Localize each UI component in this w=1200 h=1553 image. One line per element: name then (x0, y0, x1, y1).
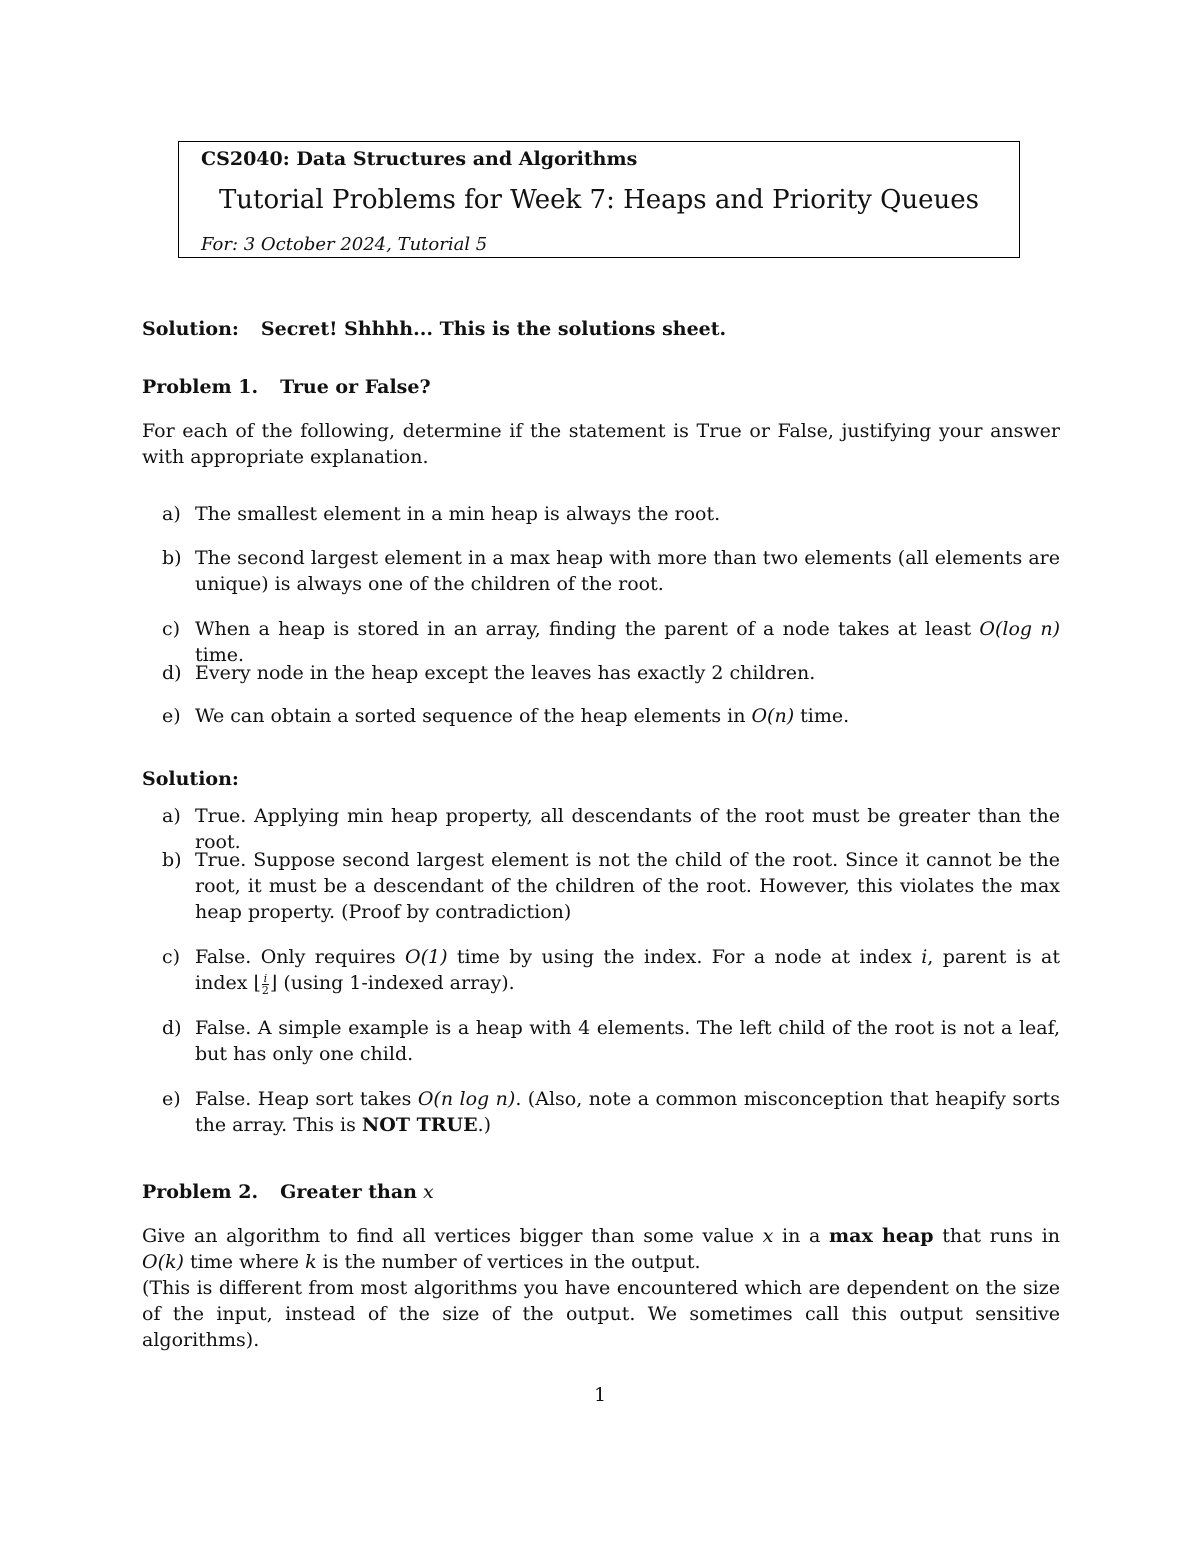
answer-c: c) False. Only requires O(1) time by using the index. For a node at index i, parent is at index ⌊ $\frac{i}{2}$ ⌋ (using 1-indexed array). (162, 946, 1060, 997)
fraction (262, 973, 269, 996)
emphasis-text: max heap (829, 1225, 934, 1247)
answer-text-end: (using 1-indexed array). (277, 972, 515, 994)
statement-label: b) (162, 547, 182, 569)
answer-text-end: .) (477, 1114, 492, 1136)
answer-text: False. A simple example is a heap with 4 elements. The left child of the root is not a leaf, but has only one child. (195, 1017, 1060, 1065)
problem1-heading (142, 374, 1060, 400)
math-variable: i (921, 946, 928, 968)
math-variable: k (305, 1251, 317, 1273)
math-variable: x (423, 1181, 434, 1203)
problem2-text: is the number of vertices in the output. (316, 1251, 701, 1273)
answer-e (162, 1086, 1060, 1138)
answer-label: b) (162, 849, 182, 871)
problem2-label: Problem 2. (142, 1181, 259, 1203)
fraction-numerator: i (263, 971, 268, 985)
answer-label: a) (162, 805, 181, 827)
problem1-prompt: For each of the following, determine if the statement is True or False, justifying your answer with appropriate explanation. (142, 420, 1060, 468)
answer-text: False. Heap sort takes (195, 1088, 418, 1110)
statement-text: When a heap is stored in an array, finding the parent of a node takes at least (195, 618, 980, 640)
statement-a (162, 501, 1060, 527)
math-expression: O(n log n) (417, 1088, 516, 1110)
answer-b (162, 847, 1060, 925)
statement-e (162, 703, 1060, 729)
statement-text: Every node in the heap except the leaves has exactly 2 children. (195, 662, 816, 684)
statement-b (162, 545, 1060, 597)
answer-text: True. Suppose second largest element is not the child of the root. Since it cannot be the root, it must be a descendant of the children of the root. However, this violates the max heap property. (Proof by contradiction) (195, 849, 1060, 923)
statement-text-end: time. (195, 644, 245, 666)
solution-label: Solution: (142, 768, 239, 790)
statement-text: The second largest element in a max heap with more than two elements (all elements are unique) is always one of the children of the root. (195, 547, 1060, 595)
intro-solution-label: Solution: (142, 318, 239, 340)
problem2-heading (142, 1179, 1060, 1205)
statement-d (162, 660, 1060, 686)
statement-label: e) (162, 705, 181, 727)
math-expression: O(1) (405, 946, 448, 968)
problem1-title: True or False? (280, 376, 431, 398)
math-expression: O(k) (142, 1251, 184, 1273)
math-expression: O(log n) (979, 618, 1061, 640)
problem2-text: Give an algorithm to find all vertices bigger than some value (142, 1225, 763, 1247)
problem1-label: Problem 1. (142, 376, 259, 398)
intro-solution-text: Secret! Shhhh... This is the solutions sheet. (260, 318, 727, 340)
answer-text: False. Only requires (195, 946, 406, 968)
intro-solution (142, 316, 1060, 342)
answer-text-mid2: , parent is at index (195, 946, 1060, 994)
problem2-text: time where (183, 1251, 306, 1273)
fraction-denominator: 2 (261, 983, 269, 997)
document-subtitle: For: 3 October 2024, Tutorial 5 (201, 234, 488, 255)
answer-label: c) (162, 946, 181, 968)
statement-text-end: time. (794, 705, 850, 727)
problem2-title: Greater than (280, 1181, 417, 1203)
statement-label: a) (162, 503, 181, 525)
problem2-text: that runs in (933, 1225, 1061, 1247)
math-variable: x (762, 1225, 774, 1247)
answer-text-mid: time by using the index. For a node at index (447, 946, 922, 968)
statement-text: We can obtain a sorted sequence of the heap elements in (195, 705, 752, 727)
answer-text-mid: . (Also, note a common misconception that heapify sorts the array. This is (195, 1088, 1061, 1136)
statement-label: d) (162, 662, 182, 684)
document-title: Tutorial Problems for Week 7: Heaps and Priority Queues (218, 185, 980, 215)
statement-label: c) (162, 618, 181, 640)
problem2-paragraph-1 (142, 1223, 1060, 1275)
problem2-paragraph-2: (This is different from most algorithms you have encountered which are dependent on the size of the input, instead of the size of the output. We sometimes call this output sensitive algorithms). (142, 1277, 1060, 1351)
header-box (178, 141, 1020, 258)
math-expression: O(n) (751, 705, 795, 727)
page-number: 1 (593, 1384, 607, 1406)
course-title: CS2040: Data Structures and Algorithms (201, 148, 638, 170)
problem1-solution-heading (142, 766, 1060, 792)
answer-d (162, 1015, 1060, 1067)
answer-text: True. Applying min heap property, all descendants of the root must be greater than the root. (195, 805, 1060, 853)
statement-text: The smallest element in a min heap is always the root. (195, 503, 721, 525)
emphasis-text: NOT TRUE (361, 1114, 478, 1136)
answer-label: e) (162, 1088, 181, 1110)
problem2-text: in a (773, 1225, 830, 1247)
answer-label: d) (162, 1017, 182, 1039)
